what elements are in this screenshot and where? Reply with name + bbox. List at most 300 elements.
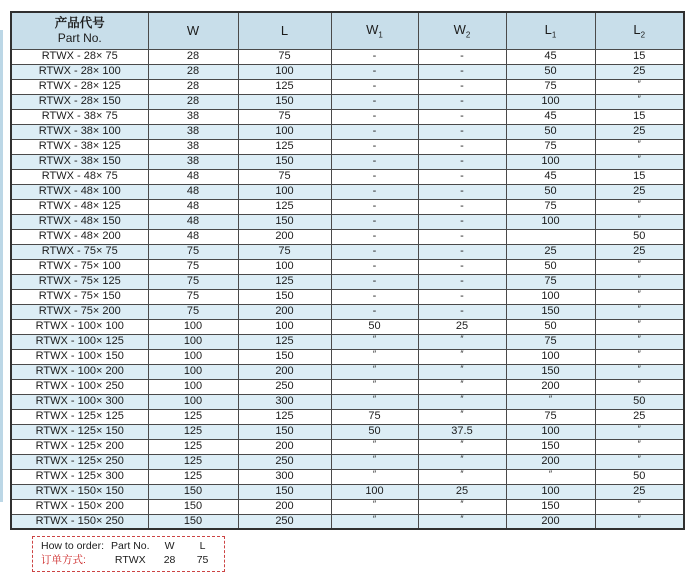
value-cell: 25 (595, 244, 684, 259)
page-edge-artifact (0, 30, 3, 502)
part-number-cell: RTWX - 100× 125 (11, 334, 148, 349)
value-cell: 75 (506, 139, 595, 154)
value-cell: 75 (238, 169, 331, 184)
value-cell (595, 439, 684, 454)
value-cell: 125 (238, 274, 331, 289)
dimensions-table (10, 11, 685, 530)
value-cell (595, 274, 684, 289)
table-row (11, 289, 684, 304)
ditto-mark: ″ (637, 139, 641, 149)
part-number-cell: RTWX - 28× 100 (11, 64, 148, 79)
value-cell: 200 (238, 304, 331, 319)
value-cell (331, 334, 418, 349)
value-cell: 300 (238, 394, 331, 409)
value-cell (331, 514, 418, 529)
value-cell: - (331, 139, 418, 154)
table-row (11, 229, 684, 244)
value-cell (595, 424, 684, 439)
ditto-mark: ″ (372, 499, 377, 509)
value-cell (418, 409, 506, 424)
ditto-mark: ″ (548, 394, 553, 404)
value-cell: - (331, 154, 418, 169)
value-cell: 50 (595, 469, 684, 484)
value-cell: - (418, 244, 506, 259)
column-header (506, 12, 595, 49)
value-cell: 150 (506, 364, 595, 379)
value-cell: - (331, 109, 418, 124)
part-number-cell: RTWX - 125× 250 (11, 454, 148, 469)
value-cell (595, 379, 684, 394)
column-header (238, 12, 331, 49)
ditto-mark: ″ (637, 499, 641, 509)
value-cell (595, 79, 684, 94)
value-cell: 100 (238, 124, 331, 139)
value-cell: 150 (238, 154, 331, 169)
value-cell: 28 (148, 64, 238, 79)
value-cell: 50 (331, 424, 418, 439)
value-cell: 125 (148, 469, 238, 484)
table-body (11, 49, 684, 529)
part-number-cell: RTWX - 125× 125 (11, 409, 148, 424)
value-cell: 25 (418, 484, 506, 499)
value-cell: - (331, 244, 418, 259)
value-cell: - (331, 259, 418, 274)
table-row (11, 274, 684, 289)
value-cell: 48 (148, 229, 238, 244)
value-cell: 100 (506, 349, 595, 364)
value-cell: - (331, 49, 418, 64)
value-cell: 100 (148, 379, 238, 394)
value-cell: 100 (238, 319, 331, 334)
value-cell: 28 (148, 94, 238, 109)
value-cell (418, 454, 506, 469)
value-cell (595, 334, 684, 349)
value-cell: 38 (148, 139, 238, 154)
value-cell: 100 (506, 154, 595, 169)
value-cell: 48 (148, 214, 238, 229)
part-number-cell: RTWX - 48× 200 (11, 229, 148, 244)
part-number-cell: RTWX - 150× 200 (11, 499, 148, 514)
value-cell (595, 304, 684, 319)
part-number-cell: RTWX - 48× 75 (11, 169, 148, 184)
table-row (11, 319, 684, 334)
value-cell: 28 (148, 49, 238, 64)
value-cell: 38 (148, 124, 238, 139)
value-cell: - (418, 304, 506, 319)
value-cell: 37.5 (418, 424, 506, 439)
value-cell: 50 (595, 394, 684, 409)
table-row (11, 214, 684, 229)
value-cell: 38 (148, 154, 238, 169)
order-w-header: W (164, 540, 175, 552)
ditto-mark: ″ (372, 349, 377, 359)
value-cell: - (418, 139, 506, 154)
ditto-mark: ″ (637, 79, 641, 89)
value-cell: 100 (506, 424, 595, 439)
ditto-mark: ″ (637, 304, 641, 314)
value-cell: 150 (148, 484, 238, 499)
value-cell: 75 (506, 199, 595, 214)
value-cell: 50 (506, 124, 595, 139)
value-cell: - (418, 154, 506, 169)
value-cell: 150 (238, 424, 331, 439)
part-number-cell: RTWX - 75× 200 (11, 304, 148, 319)
column-header-label: W (366, 21, 379, 37)
value-cell: 200 (238, 229, 331, 244)
value-cell (331, 364, 418, 379)
value-cell: 50 (595, 229, 684, 244)
value-cell: - (331, 169, 418, 184)
value-cell: 150 (506, 499, 595, 514)
column-header-subscript: 2 (640, 30, 646, 40)
part-number-cell: RTWX - 38× 150 (11, 154, 148, 169)
value-cell: 125 (148, 454, 238, 469)
value-cell: 100 (148, 349, 238, 364)
value-cell: 150 (506, 304, 595, 319)
value-cell: 100 (148, 394, 238, 409)
value-cell: - (331, 184, 418, 199)
value-cell (595, 94, 684, 109)
value-cell: 75 (148, 259, 238, 274)
ditto-mark: ″ (637, 289, 641, 299)
value-cell: 100 (506, 289, 595, 304)
ditto-mark: ″ (460, 394, 464, 404)
ditto-mark: ″ (637, 199, 641, 209)
part-number-cell: RTWX - 28× 75 (11, 49, 148, 64)
value-cell: 25 (506, 244, 595, 259)
value-cell: - (331, 289, 418, 304)
part-number-cell: RTWX - 48× 150 (11, 214, 148, 229)
value-cell: 100 (238, 64, 331, 79)
value-cell: 150 (148, 514, 238, 529)
value-cell: - (418, 124, 506, 139)
table-row (11, 244, 684, 259)
value-cell: - (418, 49, 506, 64)
value-cell: 200 (238, 364, 331, 379)
table-row (11, 499, 684, 514)
value-cell (595, 214, 684, 229)
value-cell (418, 514, 506, 529)
part-number-cell: RTWX - 75× 75 (11, 244, 148, 259)
value-cell: - (418, 169, 506, 184)
value-cell: 125 (148, 424, 238, 439)
column-header-label: W (186, 23, 200, 39)
part-number-cell: RTWX - 48× 100 (11, 184, 148, 199)
value-cell: 25 (595, 184, 684, 199)
table-row (11, 124, 684, 139)
value-cell: 50 (506, 319, 595, 334)
value-cell: 75 (148, 274, 238, 289)
table-row (11, 349, 684, 364)
value-cell (331, 454, 418, 469)
column-header-subscript: 1 (378, 30, 383, 40)
column-header-subscript: 1 (551, 30, 557, 40)
order-part-no-header: Part No. (111, 540, 150, 552)
value-cell: 125 (148, 439, 238, 454)
ditto-mark: ″ (372, 469, 377, 479)
ditto-mark: ″ (637, 334, 641, 344)
part-number-cell: RTWX - 125× 200 (11, 439, 148, 454)
table-row (11, 154, 684, 169)
value-cell: 75 (506, 79, 595, 94)
ditto-mark: ″ (372, 379, 377, 389)
value-cell (331, 394, 418, 409)
value-cell (418, 334, 506, 349)
part-number-cell: RTWX - 38× 125 (11, 139, 148, 154)
table-row (11, 184, 684, 199)
part-number-cell: RTWX - 28× 150 (11, 94, 148, 109)
value-cell: 45 (506, 49, 595, 64)
ditto-mark: ″ (460, 349, 464, 359)
ditto-mark: ″ (637, 514, 641, 524)
part-number-cell: RTWX - 75× 150 (11, 289, 148, 304)
ditto-mark: ″ (460, 334, 464, 344)
value-cell (595, 499, 684, 514)
table-row (11, 79, 684, 94)
value-cell: 50 (506, 184, 595, 199)
part-number-cell: RTWX - 75× 125 (11, 274, 148, 289)
table-row (11, 379, 684, 394)
value-cell (418, 469, 506, 484)
value-cell: 75 (331, 409, 418, 424)
value-cell: 28 (148, 79, 238, 94)
value-cell: 25 (595, 64, 684, 79)
part-number-cell: RTWX - 100× 100 (11, 319, 148, 334)
value-cell (418, 499, 506, 514)
value-cell (595, 139, 684, 154)
value-cell: 45 (506, 169, 595, 184)
value-cell (506, 229, 595, 244)
ditto-mark: ″ (548, 469, 553, 479)
column-header-en: Part No. (57, 31, 102, 46)
value-cell: 150 (238, 94, 331, 109)
table-row (11, 394, 684, 409)
part-number-cell: RTWX - 100× 200 (11, 364, 148, 379)
value-cell: - (331, 304, 418, 319)
order-l-header: L (199, 540, 206, 552)
table-row (11, 334, 684, 349)
value-cell: 100 (506, 484, 595, 499)
column-header (148, 12, 238, 49)
value-cell (595, 514, 684, 529)
ditto-mark: ″ (637, 439, 641, 449)
value-cell: 75 (238, 244, 331, 259)
value-cell: 150 (148, 499, 238, 514)
ditto-mark: ″ (460, 469, 464, 479)
value-cell (418, 379, 506, 394)
part-number-cell: RTWX - 150× 250 (11, 514, 148, 529)
value-cell: 75 (506, 274, 595, 289)
ditto-mark: ″ (637, 274, 641, 284)
order-l-example: 75 (196, 554, 209, 566)
column-header-label: L (633, 21, 641, 37)
table-row (11, 259, 684, 274)
table-row (11, 49, 684, 64)
value-cell: - (331, 64, 418, 79)
value-cell (595, 364, 684, 379)
ditto-mark: ″ (460, 514, 464, 524)
table-row (11, 484, 684, 499)
part-number-cell: RTWX - 48× 125 (11, 199, 148, 214)
table-row (11, 169, 684, 184)
column-header-label: W (453, 21, 466, 37)
ditto-mark: ″ (637, 214, 641, 224)
value-cell: 200 (238, 439, 331, 454)
table-row (11, 439, 684, 454)
value-cell: 250 (238, 514, 331, 529)
ditto-mark: ″ (637, 154, 641, 164)
value-cell: 200 (506, 454, 595, 469)
value-cell: 25 (595, 484, 684, 499)
value-cell: 38 (148, 109, 238, 124)
table-row (11, 454, 684, 469)
value-cell: - (418, 214, 506, 229)
column-header (595, 12, 684, 49)
value-cell: 125 (148, 409, 238, 424)
value-cell: - (418, 259, 506, 274)
value-cell: 100 (148, 334, 238, 349)
value-cell: 100 (238, 259, 331, 274)
value-cell: - (418, 109, 506, 124)
table-row (11, 94, 684, 109)
table-row (11, 424, 684, 439)
value-cell: 15 (595, 49, 684, 64)
value-cell: - (331, 199, 418, 214)
how-to-order-label: How to order: (41, 540, 105, 552)
value-cell: 48 (148, 169, 238, 184)
value-cell: 125 (238, 79, 331, 94)
order-w-example: 28 (163, 554, 176, 566)
value-cell (418, 394, 506, 409)
table-row (11, 64, 684, 79)
value-cell: 150 (238, 349, 331, 364)
ditto-mark: ″ (372, 394, 377, 404)
order-method-zh-label: 订单方式: (41, 554, 86, 566)
value-cell: 100 (331, 484, 418, 499)
ditto-mark: ″ (372, 454, 377, 464)
value-cell: 200 (506, 379, 595, 394)
table-row (11, 304, 684, 319)
value-cell: 45 (506, 109, 595, 124)
table-row (11, 139, 684, 154)
ditto-mark: ″ (637, 364, 641, 374)
part-number-cell: RTWX - 75× 100 (11, 259, 148, 274)
ditto-mark: ″ (460, 439, 464, 449)
header-row (11, 12, 684, 49)
ditto-mark: ″ (637, 379, 641, 389)
value-cell: - (418, 229, 506, 244)
value-cell: 100 (148, 319, 238, 334)
order-note-box (32, 536, 225, 572)
value-cell (331, 469, 418, 484)
part-number-cell: RTWX - 38× 100 (11, 124, 148, 139)
value-cell: 125 (238, 409, 331, 424)
value-cell: 25 (595, 124, 684, 139)
column-header (331, 12, 418, 49)
value-cell: - (331, 274, 418, 289)
value-cell (595, 349, 684, 364)
ditto-mark: ″ (372, 334, 377, 344)
part-number-cell: RTWX - 125× 150 (11, 424, 148, 439)
value-cell (331, 439, 418, 454)
part-number-cell: RTWX - 38× 75 (11, 109, 148, 124)
value-cell: - (418, 64, 506, 79)
ditto-mark: ″ (460, 379, 464, 389)
value-cell (418, 349, 506, 364)
table-row (11, 109, 684, 124)
table-row (11, 364, 684, 379)
value-cell: 100 (506, 94, 595, 109)
part-number-cell: RTWX - 100× 150 (11, 349, 148, 364)
value-cell: 15 (595, 109, 684, 124)
value-cell: - (418, 79, 506, 94)
ditto-mark: ″ (372, 439, 377, 449)
value-cell: 75 (506, 334, 595, 349)
value-cell: 75 (148, 244, 238, 259)
ditto-mark: ″ (372, 364, 377, 374)
column-header (11, 12, 148, 49)
value-cell: - (418, 184, 506, 199)
value-cell: 300 (238, 469, 331, 484)
value-cell: 48 (148, 184, 238, 199)
ditto-mark: ″ (460, 364, 464, 374)
value-cell: 25 (595, 409, 684, 424)
ditto-mark: ″ (637, 259, 641, 269)
value-cell (506, 394, 595, 409)
value-cell (595, 259, 684, 274)
value-cell (506, 469, 595, 484)
table-row (11, 199, 684, 214)
value-cell: - (331, 124, 418, 139)
value-cell: 150 (238, 484, 331, 499)
value-cell: 100 (238, 184, 331, 199)
value-cell: 75 (238, 49, 331, 64)
value-cell: 200 (238, 499, 331, 514)
column-header-subscript: 2 (465, 30, 471, 40)
value-cell: 75 (148, 304, 238, 319)
value-cell: 25 (418, 319, 506, 334)
value-cell (595, 319, 684, 334)
ditto-mark: ″ (460, 454, 464, 464)
value-cell: 100 (148, 364, 238, 379)
value-cell: 200 (506, 514, 595, 529)
ditto-mark: ″ (637, 424, 641, 434)
value-cell: - (418, 274, 506, 289)
part-number-cell: RTWX - 100× 250 (11, 379, 148, 394)
column-header-label: L (544, 21, 552, 37)
part-number-cell: RTWX - 125× 300 (11, 469, 148, 484)
value-cell: 125 (238, 199, 331, 214)
value-cell (595, 154, 684, 169)
value-cell: - (331, 229, 418, 244)
ditto-mark: ″ (637, 349, 641, 359)
value-cell: 50 (331, 319, 418, 334)
table-row (11, 469, 684, 484)
value-cell: - (331, 214, 418, 229)
value-cell: 48 (148, 199, 238, 214)
ditto-mark: ″ (460, 409, 464, 419)
part-number-cell: RTWX - 100× 300 (11, 394, 148, 409)
column-header (418, 12, 506, 49)
value-cell: 150 (238, 214, 331, 229)
column-header-label: L (280, 23, 289, 39)
part-number-cell: RTWX - 28× 125 (11, 79, 148, 94)
value-cell: 75 (148, 289, 238, 304)
ditto-mark: ″ (637, 319, 641, 329)
value-cell (331, 499, 418, 514)
value-cell: - (331, 79, 418, 94)
value-cell (331, 379, 418, 394)
